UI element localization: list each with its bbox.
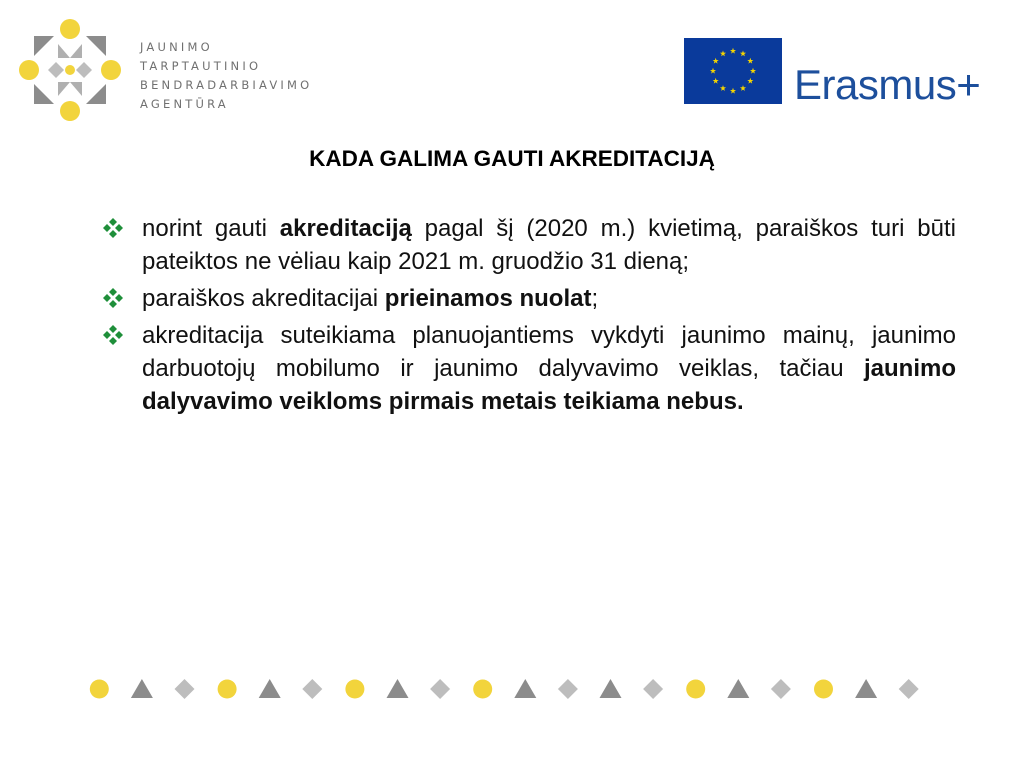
- bullet-segment: akreditacija suteikiama planuojantiems vykdyti jaunimo mainų, jaunimo darbuotojų mobilumo ir jaunimo dalyvavimo veiklas, tačiau: [142, 322, 956, 382]
- footer-diamond-icon: [643, 679, 663, 699]
- footer-diamond-icon: [175, 679, 195, 699]
- footer-triangle-icon: [855, 679, 877, 698]
- eu-star-icon: [740, 85, 746, 91]
- eu-star-icon: [740, 50, 746, 56]
- erasmus-brand-text: Erasmus+: [794, 61, 981, 108]
- eu-star-icon: [713, 58, 719, 64]
- erasmus-logo: [684, 38, 1014, 108]
- footer-circle-icon: [814, 680, 833, 699]
- eu-star-icon: [747, 58, 753, 64]
- bullet-text: [142, 212, 956, 278]
- footer-circle-icon: [686, 680, 705, 699]
- footer-diamond-icon: [558, 679, 578, 699]
- footer-circle-icon: [345, 680, 364, 699]
- footer-decoration: [78, 676, 930, 702]
- eu-flag-icon: [684, 38, 782, 104]
- bullet-text: [142, 319, 956, 418]
- bullet-text: [142, 282, 956, 315]
- footer-circle-icon: [90, 680, 109, 699]
- bullet-segment: ;: [591, 285, 599, 312]
- bullet-segment: norint gauti: [142, 215, 280, 242]
- footer-triangle-icon: [387, 679, 409, 698]
- eu-star-icon: [713, 78, 719, 84]
- diamond-bullet-icon: [102, 287, 124, 309]
- agency-name-line: BENDRADARBIAVIMO: [140, 78, 313, 92]
- footer-triangle-icon: [259, 679, 281, 698]
- agency-name-line: AGENTŪRA: [140, 97, 229, 111]
- eu-star-icon: [720, 85, 726, 91]
- bullet-segment-bold: akreditaciją: [279, 215, 412, 242]
- agency-name-line: TARPTAUTINIO: [140, 59, 262, 73]
- eu-star-icon: [730, 88, 736, 94]
- bullet-segment: paraiškos akreditacijai: [142, 285, 385, 312]
- diamond-bullet-icon: [102, 217, 124, 239]
- bullet-list: [102, 212, 956, 422]
- bullet-item: [102, 212, 956, 278]
- eu-star-icon: [747, 78, 753, 84]
- bullet-segment: pagal šį (2020 m.) kvietimą, paraiškos turi būti pateiktos ne vėliau kaip 2021 m. gruodžio 31 dieną;: [142, 215, 957, 275]
- footer-diamond-icon: [430, 679, 450, 699]
- agency-name-line: JAUNIMO: [140, 40, 213, 54]
- bullet-item: [102, 319, 956, 418]
- eu-star-icon: [720, 50, 726, 56]
- footer-diamond-icon: [302, 679, 322, 699]
- footer-triangle-icon: [514, 679, 536, 698]
- eu-star-icon: [750, 68, 756, 74]
- footer-circle-icon: [473, 680, 492, 699]
- eu-star-icon: [730, 48, 736, 54]
- bullet-segment-bold: jaunimo dalyvavimo veikloms pirmais metais teikiama nebus.: [142, 355, 956, 415]
- slide-title: KADA GALIMA GAUTI AKREDITACIJĄ: [309, 146, 715, 171]
- eu-star-icon: [710, 68, 716, 74]
- agency-diamond-logo-icon: [18, 18, 122, 122]
- agency-logo: [18, 18, 338, 122]
- agency-name: [140, 38, 312, 114]
- footer-diamond-icon: [899, 679, 919, 699]
- footer-triangle-icon: [131, 679, 153, 698]
- footer-diamond-icon: [771, 679, 791, 699]
- diamond-bullet-icon: [102, 324, 124, 346]
- bullet-segment-bold: prieinamos nuolat: [384, 285, 592, 312]
- footer-triangle-icon: [600, 679, 622, 698]
- footer-triangle-icon: [727, 679, 749, 698]
- footer-circle-icon: [218, 680, 237, 699]
- bullet-item: [102, 282, 956, 315]
